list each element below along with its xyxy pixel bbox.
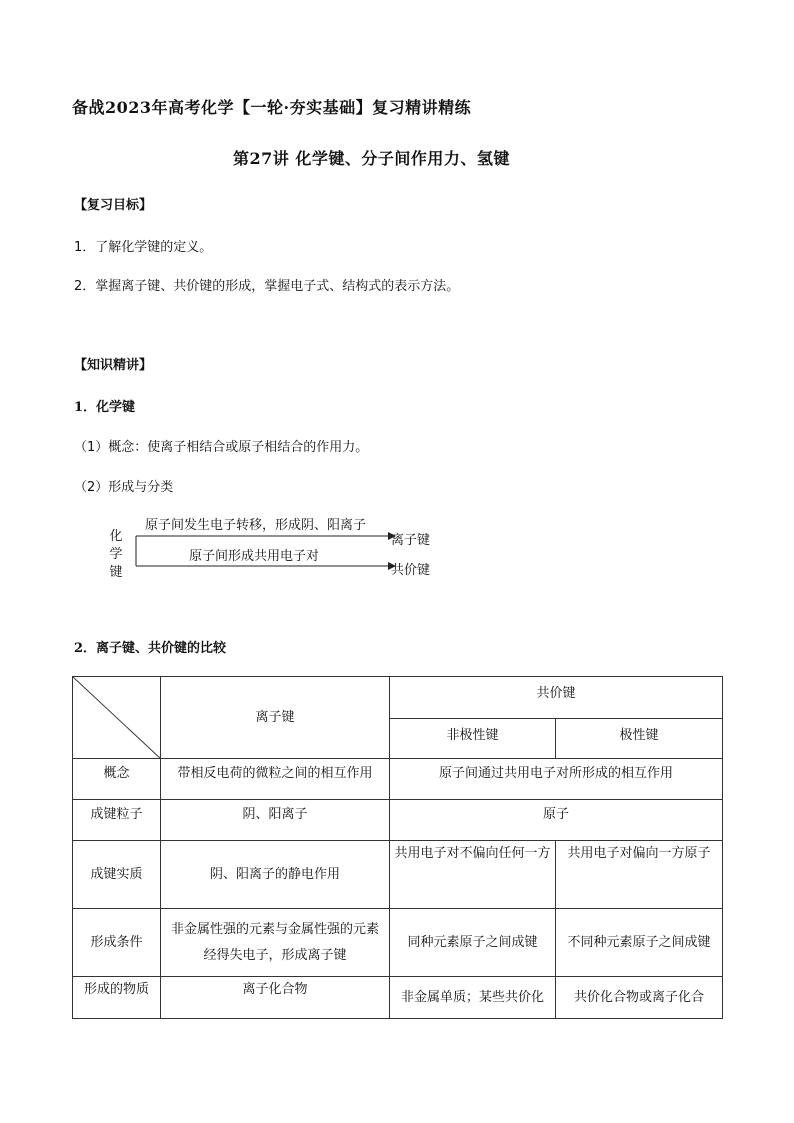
diagram-root-char-3: 键 [109,565,123,580]
knowledge-heading: 【知识精讲】 [74,358,153,373]
diagram-covalent-target: 共价键 [391,563,431,578]
diagram-ionic-target: 离子键 [391,533,431,548]
diagonal-line [73,677,161,761]
header-polar: 极性键 [556,719,723,759]
diagram-root-char-1: 化 [109,529,123,544]
polar-cell: 共价化合物或离子化合 [556,977,723,1019]
covalent-cell: 原子间通过共用电子对所形成的相互作用 [390,759,723,800]
ionic-cell: 阴、阳离子 [161,800,390,841]
covalent-cell: 原子 [390,800,723,841]
goal-item-2: 2．掌握离子键、共价键的形成，掌握电子式、结构式的表示方法。 [74,279,460,294]
diagram-lower-label: 原子间形成共用电子对 [189,549,320,564]
diagram-upper-label: 原子间发生电子转移，形成阴、阳离子 [145,518,367,533]
table-row [73,759,723,800]
section-1-title: 1．化学键 [74,400,136,415]
table-row [73,800,723,841]
header-covalent: 共价键 [390,677,723,719]
nonpolar-cell: 非金属单质；某些共价化 [390,977,556,1019]
row-label: 形成条件 [73,909,161,977]
comparison-table [72,676,723,1019]
row-label: 成键实质 [73,841,161,909]
table-row [73,841,723,909]
row-label: 概念 [73,759,161,800]
concept-text: （1）概念：使离子相结合或原子相结合的作用力。 [74,440,369,455]
nonpolar-cell: 同种元素原子之间成键 [390,909,556,977]
goal-item-1: 1．了解化学键的定义。 [74,240,213,255]
header-ionic: 离子键 [161,677,390,759]
document-title: 备战2023年高考化学【一轮·夯实基础】复习精讲精练 [72,98,472,117]
table-corner-cell [73,677,161,759]
polar-cell: 不同种元素原子之间成键 [556,909,723,977]
diagram-root-char-2: 学 [109,547,123,562]
ionic-cell: 非金属性强的元素与金属性强的元素经得失电子，形成离子键 [161,909,390,977]
ionic-cell: 带相反电荷的微粒之间的相互作用 [161,759,390,800]
ionic-cell: 阴、阳离子的静电作用 [161,841,390,909]
row-label: 形成的物质 [73,977,161,1019]
lesson-title: 第27讲 化学键、分子间作用力、氢键 [233,149,510,168]
table-row [73,977,723,1019]
header-nonpolar: 非极性键 [390,719,556,759]
goals-heading: 【复习目标】 [74,198,153,213]
section-2-title: 2．离子键、共价键的比较 [74,641,227,656]
ionic-cell: 离子化合物 [161,977,390,1019]
table-row [73,909,723,977]
row-label: 成键粒子 [73,800,161,841]
nonpolar-cell: 共用电子对不偏向任何一方 [390,841,556,909]
polar-cell: 共用电子对偏向一方原子 [556,841,723,909]
formation-text: （2）形成与分类 [74,480,174,495]
